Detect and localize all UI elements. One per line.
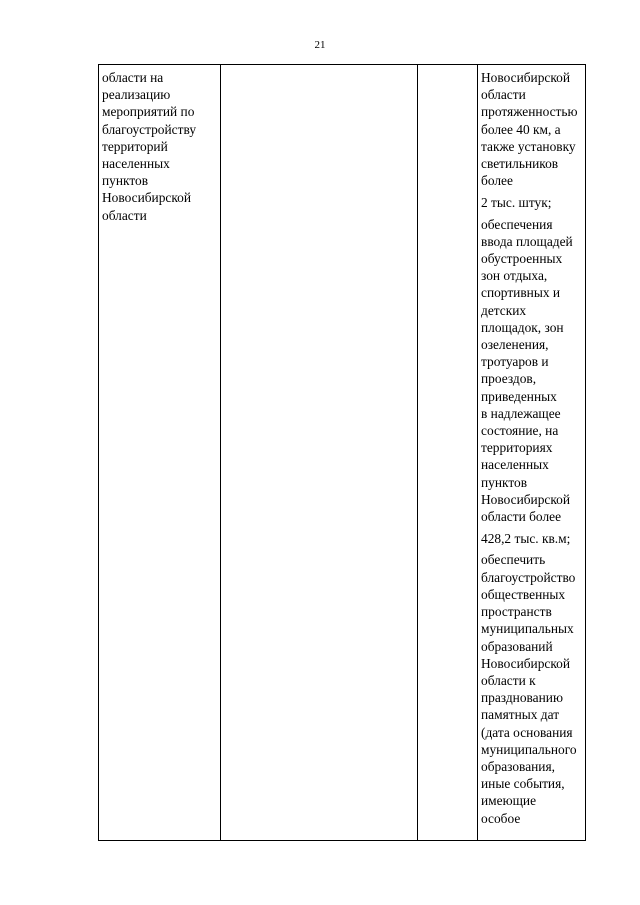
text-line: благоустройству [102,121,197,137]
text-line: муниципального [481,741,577,757]
text-line: светильников [481,156,559,172]
text-line: общественных [481,586,566,602]
text-line: обеспечить [481,552,546,568]
text-line: памятных дат [481,707,560,723]
text-line: реализацию [102,87,171,103]
paragraph [481,216,583,526]
text-line: особое [481,810,521,826]
table-cell-empty [221,65,418,841]
text-line: озеленения, [481,337,549,353]
page-number: 21 [314,39,326,51]
text-line: области на [102,70,164,85]
text-line: мероприятий по [102,104,195,120]
text-line: более [481,173,513,189]
text-line: иные события, [481,776,565,792]
text-line: Новосибирской [481,70,571,85]
cell-text [478,65,585,827]
text-line: муниципальных [481,621,574,637]
text-line: протяженностью [481,104,578,120]
text-line: имеющие [481,793,537,809]
text-line: зон отдыха, [481,268,548,284]
text-line: обеспечения [481,216,553,232]
text-line: Новосибирской [481,491,571,507]
text-line: пространств [481,604,552,620]
text-line: территорий [102,138,168,154]
table-cell-measure-name [99,65,221,841]
text-line: благоустройство [481,569,576,585]
table-cell-empty [418,65,478,841]
text-line: области [102,207,147,223]
text-line: тротуаров и [481,354,549,370]
text-line: в надлежащее [481,405,561,421]
text-line: спортивных и [481,285,561,301]
text-line: области [481,87,526,103]
paragraph [481,194,583,211]
text-line: более 40 км, а [481,121,561,137]
text-line: празднованию [481,690,563,706]
text-line: пунктов [102,173,149,189]
text-line: территориях [481,440,553,456]
cell-text [99,65,220,224]
text-line: ввода площадей [481,233,573,249]
paragraph [481,69,583,189]
text-line: состояние, на [481,423,559,439]
text-line: населенных [481,457,549,473]
text-line: населенных [102,156,170,172]
text-line: приведенных [481,388,557,404]
text-line: площадок, зон [481,319,564,335]
text-line: проездов, [481,371,537,387]
text-line: Новосибирской [481,655,571,671]
table-cell-expected-results [478,65,586,841]
table-row [99,65,586,841]
text-line: образований [481,638,553,654]
text-line: образования, [481,758,555,774]
text-line: 428,2 тыс. кв.м; [481,530,571,546]
paragraph [481,530,583,547]
text-line: обустроенных [481,251,563,267]
text-line: Новосибирской [102,190,192,206]
text-line: также установку [481,138,576,154]
text-line: области к [481,672,536,688]
text-line: 2 тыс. штук; [481,194,552,210]
text-line: области более [481,509,562,525]
text-line: детских [481,302,527,318]
paragraph [481,551,583,826]
text-line: пунктов [481,474,528,490]
program-table [98,64,586,841]
text-line: (дата основания [481,724,573,740]
